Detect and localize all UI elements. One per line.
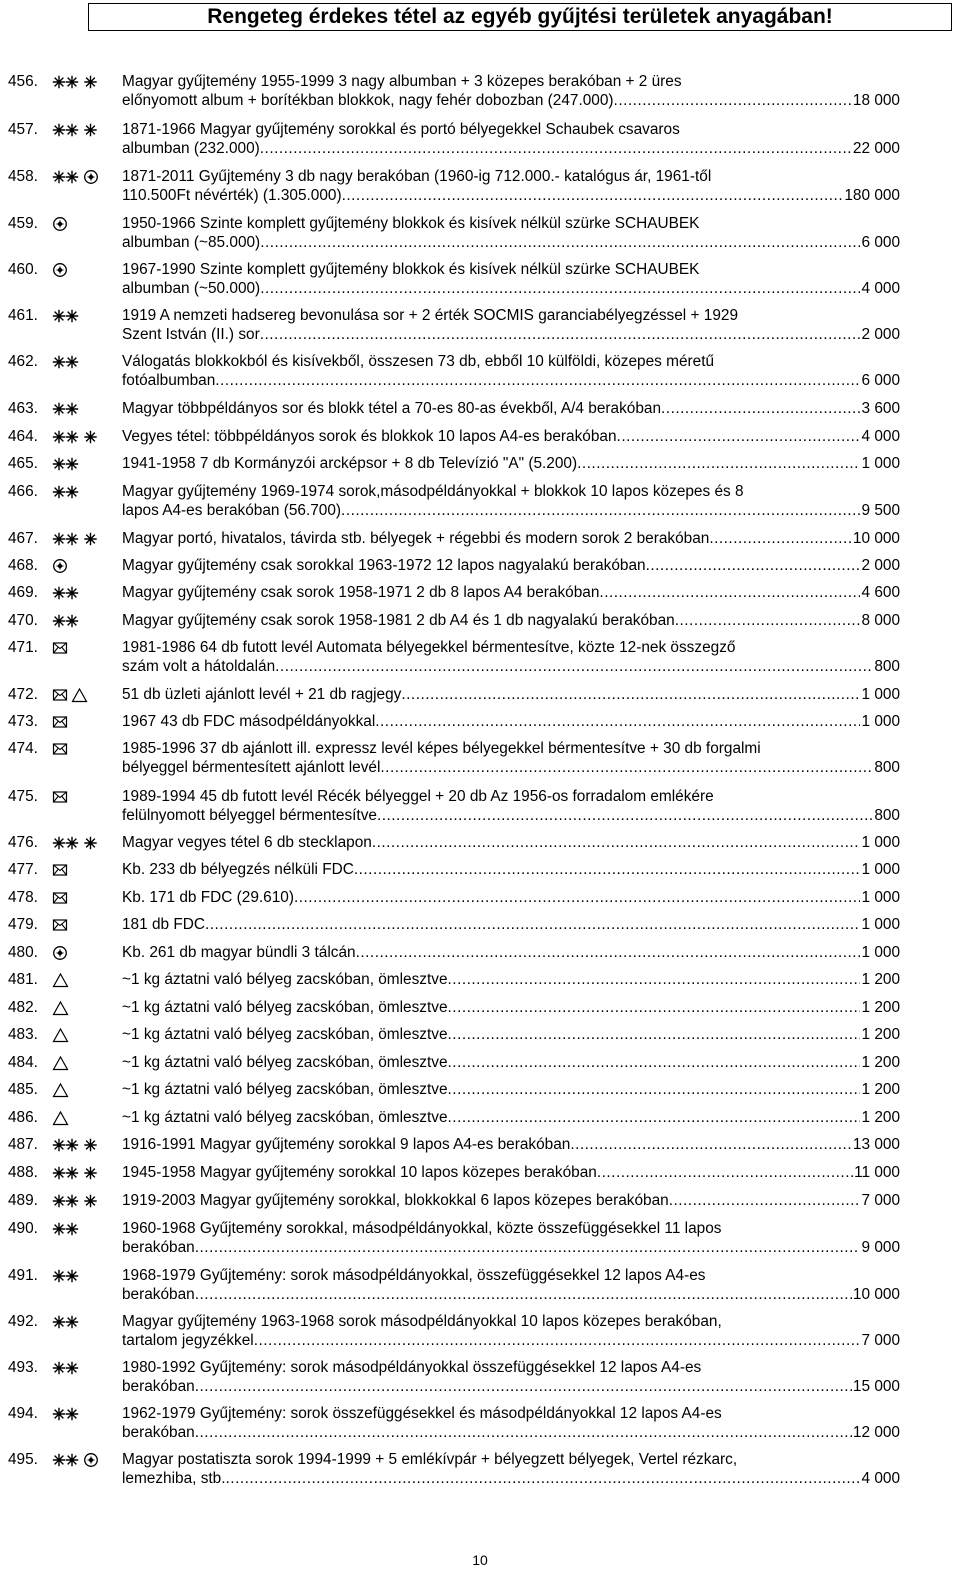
lot-price: 1 200 bbox=[861, 999, 900, 1016]
lot-description-line: bélyeggel bérmentesített ajánlott levél bbox=[122, 758, 381, 776]
lot-price: 1 000 bbox=[861, 686, 900, 703]
lot-description-line: 1981-1986 64 db futott levél Automata bélyegekkel bérmentesítve, közte 12-nek összegző bbox=[122, 639, 736, 656]
lot-price: 13 000 bbox=[852, 1136, 900, 1153]
lot-description-line: felülnyomott bélyeggel bérmentesítve bbox=[122, 806, 377, 824]
condition-icons bbox=[52, 945, 71, 961]
lot-description-line: Magyar gyűjtemény 1955-1999 3 nagy albumban + 3 közepes berakóban + 2 üres bbox=[122, 73, 682, 90]
double-star-icon bbox=[52, 835, 80, 851]
lot-number: 467. bbox=[8, 530, 38, 547]
lot-description-line: Magyar vegyes tétel 6 db stecklapon bbox=[122, 834, 372, 851]
lot-description bbox=[122, 400, 900, 419]
lot-description-line: szám volt a hátoldalán bbox=[122, 657, 276, 675]
lot-number: 464. bbox=[8, 428, 38, 445]
condition-icons bbox=[52, 1027, 72, 1043]
lot-number: 480. bbox=[8, 944, 38, 961]
lot-number: 484. bbox=[8, 1054, 38, 1071]
condition-icons bbox=[52, 1165, 101, 1181]
condition-icons bbox=[52, 890, 71, 906]
envelope-icon bbox=[52, 890, 68, 906]
lot-description-line: Magyar többpéldányos sor és blokk tétel a 70-es 80-as évekből, A/4 berakóban bbox=[122, 400, 662, 417]
lot-description-line: Magyar gyűjtemény csak sorok 1958-1981 2 db A4 és 1 db nagyalakú berakóban bbox=[122, 612, 675, 629]
lot-description-line: berakóban bbox=[122, 1377, 195, 1395]
double-star-icon bbox=[52, 456, 80, 472]
lot-number: 465. bbox=[8, 455, 38, 472]
lot-price: 1 000 bbox=[861, 713, 900, 730]
lot-number: 487. bbox=[8, 1136, 38, 1153]
condition-icons bbox=[52, 640, 71, 656]
lot-description bbox=[122, 168, 900, 205]
lot-price: 1 000 bbox=[861, 834, 900, 851]
lot-description-line: 51 db üzleti ajánlott levél + 21 db ragjegy bbox=[122, 686, 402, 703]
star-icon bbox=[83, 74, 98, 90]
lot-price: 2 000 bbox=[861, 557, 900, 574]
lot-number: 458. bbox=[8, 168, 38, 185]
lot-description-line: 1916-1991 Magyar gyűjtemény sorokkal 9 lapos A4-es berakóban bbox=[122, 1136, 571, 1153]
lot-description-line: 1871-2011 Gyűjtemény 3 db nagy berakóban (1960-ig 712.000.- katalógus ár, 1961-től bbox=[122, 168, 712, 185]
lot-price: 180 000 bbox=[844, 186, 900, 204]
lot-description-line: 1989-1994 45 db futott levél Récék bélyeggel + 20 db Az 1956-os forradalom emlékére bbox=[122, 788, 714, 805]
condition-icons bbox=[52, 122, 101, 138]
lot-description-line: ~1 kg áztatni való bélyeg zacskóban, ömlesztve bbox=[122, 1054, 448, 1071]
lot-price: 7 000 bbox=[861, 1192, 900, 1209]
lot-description bbox=[122, 261, 900, 298]
double-star-icon bbox=[52, 484, 80, 500]
lot-number: 477. bbox=[8, 861, 38, 878]
double-star-icon bbox=[52, 1452, 80, 1468]
lot-price: 3 600 bbox=[861, 400, 900, 417]
lot-description-line: ~1 kg áztatni való bélyeg zacskóban, ömlesztve bbox=[122, 999, 448, 1016]
lot-number: 483. bbox=[8, 1026, 38, 1043]
lot-description bbox=[122, 1054, 900, 1073]
star-icon bbox=[83, 122, 98, 138]
lot-price: 4 000 bbox=[861, 1469, 900, 1487]
double-star-icon bbox=[52, 1314, 80, 1330]
condition-icons bbox=[52, 1193, 101, 1209]
lot-description-line: előnyomott album + borítékban blokkok, nagy fehér dobozban (247.000) bbox=[122, 91, 614, 109]
lot-description bbox=[122, 612, 900, 631]
double-star-icon bbox=[52, 585, 80, 601]
lot-number: 475. bbox=[8, 788, 38, 805]
lot-description-line: 110.500Ft névérték) (1.305.000) bbox=[122, 186, 342, 204]
lot-price: 22 000 bbox=[852, 139, 900, 157]
lot-description bbox=[122, 944, 900, 963]
lot-description-line: Kb. 261 db magyar bündli 3 tálcán bbox=[122, 944, 356, 961]
lot-number: 476. bbox=[8, 834, 38, 851]
lot-price: 1 200 bbox=[861, 1026, 900, 1043]
lot-price: 1 000 bbox=[861, 916, 900, 933]
lot-price: 800 bbox=[874, 806, 900, 824]
lot-description bbox=[122, 713, 900, 732]
lot-price: 10 000 bbox=[852, 530, 900, 547]
lot-description-line: 1962-1979 Gyűjtemény: sorok összefüggésekkel és másodpéldányokkal 12 lapos A4-es bbox=[122, 1405, 722, 1422]
lot-description-line: lemezhiba, stb. bbox=[122, 1469, 226, 1487]
envelope-icon bbox=[52, 741, 68, 757]
condition-icons bbox=[52, 1000, 72, 1016]
lot-description bbox=[122, 834, 900, 853]
double-star-icon bbox=[52, 429, 80, 445]
lot-number: 495. bbox=[8, 1451, 38, 1468]
triangle-icon bbox=[71, 687, 88, 703]
envelope-icon bbox=[52, 687, 68, 703]
lot-description-line: albumban (232.000) bbox=[122, 139, 260, 157]
double-star-icon bbox=[52, 613, 80, 629]
condition-icons bbox=[52, 789, 71, 805]
lot-description bbox=[122, 428, 900, 447]
lot-description-line: berakóban bbox=[122, 1285, 195, 1303]
condition-icons bbox=[52, 531, 101, 547]
lot-number: 462. bbox=[8, 353, 38, 370]
triangle-icon bbox=[52, 1000, 69, 1016]
lot-description-line: berakóban bbox=[122, 1423, 195, 1441]
lot-description-line: 1941-1958 7 db Kormányzói arcképsor + 8 db Televízió "A" (5.200) bbox=[122, 455, 578, 472]
double-star-icon bbox=[52, 1165, 80, 1181]
condition-icons bbox=[52, 1082, 72, 1098]
condition-icons bbox=[52, 917, 71, 933]
lot-number: 481. bbox=[8, 971, 38, 988]
double-star-icon bbox=[52, 531, 80, 547]
lot-price: 1 200 bbox=[861, 971, 900, 988]
lot-price: 1 000 bbox=[861, 861, 900, 878]
lot-number: 482. bbox=[8, 999, 38, 1016]
condition-icons bbox=[52, 262, 71, 278]
lot-number: 479. bbox=[8, 916, 38, 933]
star-icon bbox=[83, 1193, 98, 1209]
lot-description-line: 1950-1966 Szinte komplett gyűjtemény blokkok és kisívek nélkül szürke SCHAUBEK bbox=[122, 215, 700, 232]
condition-icons bbox=[52, 558, 71, 574]
lot-description bbox=[122, 1451, 900, 1488]
lot-number: 473. bbox=[8, 713, 38, 730]
condition-icons bbox=[52, 835, 101, 851]
cancel-icon bbox=[52, 216, 68, 232]
lot-description-line: ~1 kg áztatni való bélyeg zacskóban, ömlesztve bbox=[122, 1081, 448, 1098]
lot-description bbox=[122, 530, 900, 549]
lot-description-line: ~1 kg áztatni való bélyeg zacskóban, ömlesztve bbox=[122, 971, 448, 988]
lot-description-line: Magyar gyűjtemény csak sorok 1958-1971 2 db 8 lapos A4 berakóban bbox=[122, 584, 600, 601]
lot-number: 488. bbox=[8, 1164, 38, 1181]
lot-description bbox=[122, 861, 900, 880]
lot-description bbox=[122, 483, 900, 520]
lot-number: 471. bbox=[8, 639, 38, 656]
condition-icons bbox=[52, 308, 83, 324]
cancel-icon bbox=[83, 169, 99, 185]
star-icon bbox=[83, 1137, 98, 1153]
lot-number: 460. bbox=[8, 261, 38, 278]
lot-number: 457. bbox=[8, 121, 38, 138]
lot-description-line: lapos A4-es berakóban (56.700) bbox=[122, 501, 342, 519]
lot-number: 474. bbox=[8, 740, 38, 757]
page-heading: Rengeteg érdekes tétel az egyéb gyűjtési területek anyagában! bbox=[88, 3, 952, 31]
lot-number: 489. bbox=[8, 1192, 38, 1209]
lot-description bbox=[122, 889, 900, 908]
triangle-icon bbox=[52, 1055, 69, 1071]
lot-price: 9 000 bbox=[861, 1238, 900, 1256]
lot-description-line: albumban (~85.000) bbox=[122, 233, 261, 251]
lot-description bbox=[122, 1136, 900, 1155]
condition-icons bbox=[52, 1268, 83, 1284]
lot-description bbox=[122, 353, 900, 390]
envelope-icon bbox=[52, 917, 68, 933]
lot-description bbox=[122, 1405, 900, 1442]
condition-icons bbox=[52, 1406, 83, 1422]
condition-icons bbox=[52, 741, 71, 757]
lot-description bbox=[122, 1164, 900, 1183]
condition-icons bbox=[52, 401, 83, 417]
lot-description-line: 1985-1996 37 db ajánlott ill. expressz levél képes bélyegekkel bérmentesítve + 30 db forgalmi bbox=[122, 740, 761, 757]
lot-description bbox=[122, 73, 900, 110]
lot-description bbox=[122, 1081, 900, 1100]
triangle-icon bbox=[52, 1082, 69, 1098]
lot-description bbox=[122, 916, 900, 935]
condition-icons bbox=[52, 613, 83, 629]
condition-icons bbox=[52, 862, 71, 878]
lot-description-line: 1967 43 db FDC másodpéldányokkal bbox=[122, 713, 376, 730]
double-star-icon bbox=[52, 1406, 80, 1422]
double-star-icon bbox=[52, 1137, 80, 1153]
lot-description-line: 1871-1966 Magyar gyűjtemény sorokkal és portó bélyegekkel Schaubek csavaros bbox=[122, 121, 680, 138]
condition-icons bbox=[52, 1137, 101, 1153]
lot-number: 485. bbox=[8, 1081, 38, 1098]
lot-number: 469. bbox=[8, 584, 38, 601]
lot-description-line: ~1 kg áztatni való bélyeg zacskóban, ömlesztve bbox=[122, 1026, 448, 1043]
triangle-icon bbox=[52, 1110, 69, 1126]
lot-description-line: 1980-1992 Gyűjtemény: sorok másodpéldányokkal összefüggésekkel 12 lapos A4-es bbox=[122, 1359, 702, 1376]
condition-icons bbox=[52, 585, 83, 601]
star-icon bbox=[83, 1165, 98, 1181]
lot-number: 490. bbox=[8, 1220, 38, 1237]
lot-price: 1 200 bbox=[861, 1054, 900, 1071]
condition-icons bbox=[52, 74, 101, 90]
lot-price: 1 000 bbox=[861, 455, 900, 472]
lot-description bbox=[122, 1109, 900, 1128]
lot-description-line: Magyar postatiszta sorok 1994-1999 + 5 emlékívpár + bélyegzett bélyegek, Vertel rézkarc, bbox=[122, 1451, 738, 1468]
lot-number: 459. bbox=[8, 215, 38, 232]
envelope-icon bbox=[52, 862, 68, 878]
lot-price: 1 000 bbox=[861, 889, 900, 906]
cancel-icon bbox=[52, 945, 68, 961]
lot-description-line: Magyar portó, hivatalos, távirda stb. bélyegek + régebbi és modern sorok 2 berakóban bbox=[122, 530, 710, 547]
lot-description bbox=[122, 639, 900, 676]
lot-description bbox=[122, 1220, 900, 1257]
envelope-icon bbox=[52, 640, 68, 656]
condition-icons bbox=[52, 484, 83, 500]
double-star-icon bbox=[52, 401, 80, 417]
condition-icons bbox=[52, 1110, 72, 1126]
lot-description bbox=[122, 999, 900, 1018]
lot-number: 466. bbox=[8, 483, 38, 500]
triangle-icon bbox=[52, 972, 69, 988]
lot-description bbox=[122, 971, 900, 990]
condition-icons bbox=[52, 1314, 83, 1330]
lot-number: 492. bbox=[8, 1313, 38, 1330]
lot-price: 4 000 bbox=[861, 428, 900, 445]
lot-price: 9 500 bbox=[861, 501, 900, 519]
cancel-icon bbox=[52, 558, 68, 574]
lot-description bbox=[122, 455, 900, 474]
lot-description-line: 1968-1979 Gyűjtemény: sorok másodpéldányokkal, összefüggésekkel 12 lapos A4-es bbox=[122, 1267, 706, 1284]
double-star-icon bbox=[52, 1268, 80, 1284]
condition-icons bbox=[52, 456, 83, 472]
lot-description-line: Vegyes tétel: többpéldányos sorok és blokkok 10 lapos A4-es berakóban bbox=[122, 428, 617, 445]
double-star-icon bbox=[52, 1360, 80, 1376]
lot-description bbox=[122, 740, 900, 777]
lot-description-line: ~1 kg áztatni való bélyeg zacskóban, ömlesztve bbox=[122, 1109, 448, 1126]
lot-description bbox=[122, 686, 900, 705]
lot-description-line: Magyar gyűjtemény csak sorokkal 1963-1972 12 lapos nagyalakú berakóban bbox=[122, 557, 646, 574]
lot-number: 478. bbox=[8, 889, 38, 906]
lot-price: 6 000 bbox=[861, 233, 900, 251]
lot-description-line: fotóalbumban bbox=[122, 371, 216, 389]
lot-description-line: 1919 A nemzeti hadsereg bevonulása sor + 2 érték SOCMIS garanciabélyegzéssel + 1929 bbox=[122, 307, 739, 324]
condition-icons bbox=[52, 429, 101, 445]
lot-description-line: berakóban bbox=[122, 1238, 195, 1256]
condition-icons bbox=[52, 1452, 102, 1468]
lot-number: 463. bbox=[8, 400, 38, 417]
envelope-icon bbox=[52, 714, 68, 730]
lot-description bbox=[122, 584, 900, 603]
lot-price: 800 bbox=[874, 657, 900, 675]
lot-description bbox=[122, 307, 900, 344]
lot-number: 470. bbox=[8, 612, 38, 629]
lot-price: 11 000 bbox=[854, 1164, 900, 1181]
lot-number: 461. bbox=[8, 307, 38, 324]
double-star-icon bbox=[52, 1193, 80, 1209]
envelope-icon bbox=[52, 789, 68, 805]
double-star-icon bbox=[52, 308, 80, 324]
star-icon bbox=[83, 429, 98, 445]
lot-description-line: 1919-2003 Magyar gyűjtemény sorokkal, blokkokkal 6 lapos közepes berakóban bbox=[122, 1192, 669, 1209]
lot-description bbox=[122, 1026, 900, 1045]
lot-description bbox=[122, 1267, 900, 1304]
lot-price: 15 000 bbox=[852, 1377, 900, 1395]
lot-price: 7 000 bbox=[861, 1331, 900, 1349]
lot-description-line: albumban (~50.000) bbox=[122, 279, 261, 297]
lot-description-line: tartalom jegyzékkel bbox=[122, 1331, 254, 1349]
double-star-icon bbox=[52, 122, 80, 138]
lot-price: 8 000 bbox=[861, 612, 900, 629]
condition-icons bbox=[52, 216, 71, 232]
page-number: 10 bbox=[472, 1552, 488, 1568]
lot-price: 4 000 bbox=[861, 279, 900, 297]
lot-number: 472. bbox=[8, 686, 38, 703]
lot-price: 1 000 bbox=[861, 944, 900, 961]
lot-description-line: 1945-1958 Magyar gyűjtemény sorokkal 10 lapos közepes berakóban bbox=[122, 1164, 597, 1181]
condition-icons bbox=[52, 354, 83, 370]
lot-description bbox=[122, 1359, 900, 1396]
lot-price: 4 600 bbox=[861, 584, 900, 601]
double-star-icon bbox=[52, 74, 80, 90]
lot-price: 1 200 bbox=[861, 1109, 900, 1126]
lot-description-line: Magyar gyűjtemény 1969-1974 sorok,másodpéldányokkal + blokkok 10 lapos közepes és 8 bbox=[122, 483, 744, 500]
condition-icons bbox=[52, 714, 71, 730]
lot-description-line: 1967-1990 Szinte komplett gyűjtemény blokkok és kisívek nélkül szürke SCHAUBEK bbox=[122, 261, 700, 278]
lot-number: 468. bbox=[8, 557, 38, 574]
lot-description-line: Kb. 233 db bélyegzés nélküli FDC bbox=[122, 861, 354, 878]
double-star-icon bbox=[52, 354, 80, 370]
lot-description-line: Szent István (II.) sor bbox=[122, 325, 260, 343]
condition-icons bbox=[52, 1360, 83, 1376]
star-icon bbox=[83, 835, 98, 851]
lot-price: 18 000 bbox=[852, 91, 900, 109]
double-star-icon bbox=[52, 169, 80, 185]
condition-icons bbox=[52, 1221, 83, 1237]
lot-price: 10 000 bbox=[852, 1285, 900, 1303]
cancel-icon bbox=[52, 262, 68, 278]
lot-price: 12 000 bbox=[852, 1423, 900, 1441]
lot-description bbox=[122, 1313, 900, 1350]
star-icon bbox=[83, 531, 98, 547]
lot-description bbox=[122, 121, 900, 158]
lot-price: 6 000 bbox=[861, 371, 900, 389]
lot-description-line: 181 db FDC bbox=[122, 916, 205, 933]
condition-icons bbox=[52, 1055, 72, 1071]
double-star-icon bbox=[52, 1221, 80, 1237]
condition-icons bbox=[52, 169, 102, 185]
cancel-icon bbox=[83, 1452, 99, 1468]
lot-number: 491. bbox=[8, 1267, 38, 1284]
lot-price: 2 000 bbox=[861, 325, 900, 343]
lot-description bbox=[122, 215, 900, 252]
lot-description bbox=[122, 788, 900, 825]
lot-description-line: 1960-1968 Gyűjtemény sorokkal, másodpéldányokkal, közte összefüggésekkel 11 lapos bbox=[122, 1220, 722, 1237]
lot-number: 493. bbox=[8, 1359, 38, 1376]
lot-description-line: Kb. 171 db FDC (29.610) bbox=[122, 889, 294, 906]
triangle-icon bbox=[52, 1027, 69, 1043]
lot-price: 800 bbox=[874, 758, 900, 776]
lot-price: 1 200 bbox=[861, 1081, 900, 1098]
condition-icons bbox=[52, 972, 72, 988]
lot-description bbox=[122, 557, 900, 576]
lot-description-line: Válogatás blokkokból és kisívekből, összesen 73 db, ebből 10 külföldi, közepes méretű bbox=[122, 353, 715, 370]
condition-icons bbox=[52, 687, 91, 703]
lot-number: 494. bbox=[8, 1405, 38, 1422]
lot-description-line: Magyar gyűjtemény 1963-1968 sorok másodpéldányokkal 10 lapos közepes berakóban, bbox=[122, 1313, 722, 1330]
lot-number: 456. bbox=[8, 73, 38, 90]
lot-number: 486. bbox=[8, 1109, 38, 1126]
lot-description bbox=[122, 1192, 900, 1211]
